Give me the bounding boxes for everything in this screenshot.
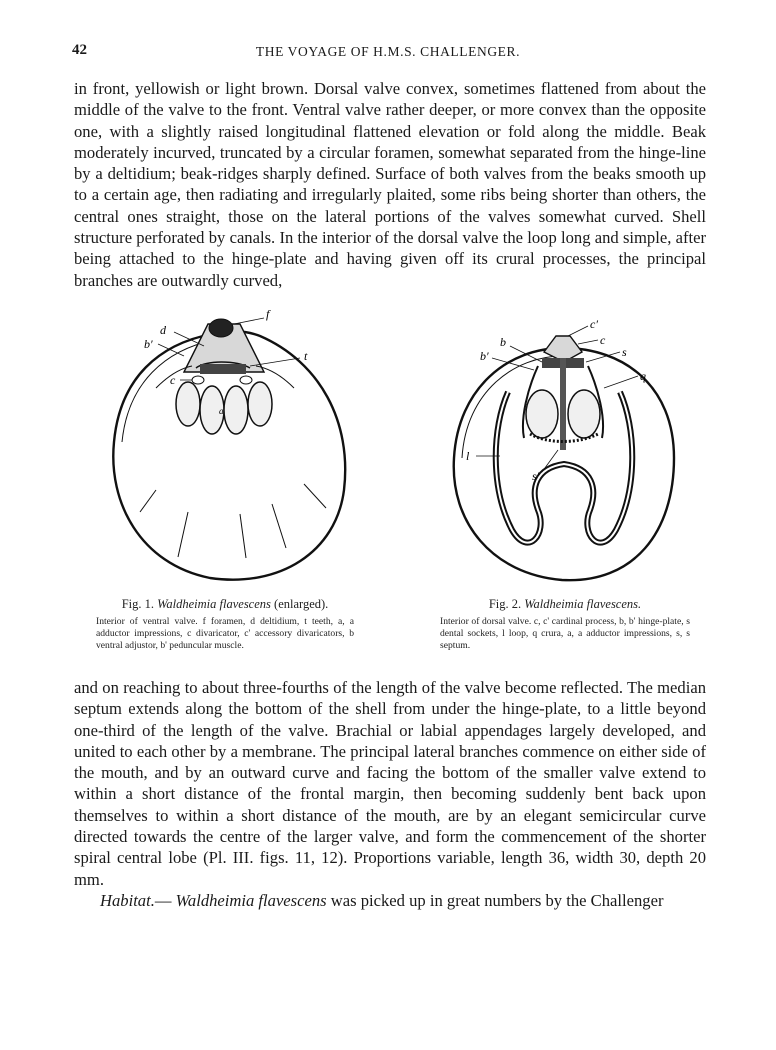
- adductor-impression-4: [248, 382, 272, 426]
- leader-q: [604, 376, 638, 388]
- paragraph-2: and on reaching to about three-fourths of the length of the valve become reflected. The median septum extends along the bottom of the shell from under the hinge-plate, to a little beyond one-third of the length of the valve. Brachial or labial appendages largely developed, and united to each other by a membrane. The principal lateral branches commence on either side of the mouth, and by an outward curve and facing the bottom of the smaller valve extend to within a short distance of the frontal margin, then becoming suddenly bent back upon themselves to within a short distance of the mouth, are by an elegant semicircular curve directed towards the centre of the larger valve, and form the commencement of the shorter spiral central lobe (Pl. III. figs. 11, 12). Proportions variable, length 36, width 30, depth 20 mm.: [74, 678, 706, 889]
- figure-1-label-c: c: [170, 373, 176, 387]
- dorsal-adductor-left: [526, 390, 558, 438]
- figure-2-label-s-prime: s′: [532, 469, 540, 483]
- figure-1-caption: [96, 597, 354, 652]
- dorsal-adductor-right: [568, 390, 600, 438]
- rib-line-4: [272, 504, 286, 548]
- figure-2-drawing: [438, 318, 688, 588]
- figure-2-title: [440, 597, 690, 612]
- figure-1-drawing: [100, 302, 370, 592]
- adductor-impression-1: [176, 382, 200, 426]
- habitat-paragraph: Habitat.— Waldheimia flavescens was picked up in great numbers by the Challenger: [100, 891, 664, 910]
- leader-f: [234, 318, 264, 324]
- figure-2-caption-text: Interior of dorsal valve. c, c' cardinal process, b, b' hinge-plate, s dental sockets, l loop, q crura, a, a adductor impressions, s, s septum.: [440, 616, 690, 651]
- figure-1-label-f: f: [266, 307, 270, 321]
- habitat-label: Habitat.: [100, 891, 155, 910]
- figure-1-caption-text: Interior of ventral valve. f foramen, d deltidium, t teeth, a, a adductor impressions, c divaricator, c' accessory divaricators, b ventral adjustor, b' peduncular muscle.: [96, 616, 354, 651]
- figure-2-title-prefix: Fig. 2.: [488, 597, 522, 611]
- figure-1-label-b-prime: b′: [144, 337, 153, 351]
- figure-2-label-q: q: [640, 369, 646, 383]
- figure-2-label-b: b: [500, 335, 506, 349]
- paragraph-1: in front, yellowish or light brown. Dorsal valve convex, sometimes flattened from about the middle of the valve to the front. Ventral valve rather deeper, or more convex than the opposite one, with a slightly raised longitudinal flattened elevation or fold along the middle. Beak moderately incurved, truncated by a circular foramen, somewhat separated from the hinge-line by a deltidium; beak-ridges sharply defined. Surface of both valves from the beaks smooth up to a certain age, then radiating and irregularly plaited, some ribs being shorter than others, the central ones straight, those on the lateral portions of the valves somewhat curved. Shell structure perforated by canals. In the interior of the dorsal valve the loop long and simple, after being attached to the hinge-plate and having given off its crural processes, the principal branches are outwardly curved,: [74, 79, 706, 290]
- figure-1-title-species: Waldheimia flavescens: [157, 597, 271, 611]
- divaricator-left: [192, 376, 204, 384]
- rib-line-5: [304, 484, 326, 508]
- leader-c-prime: [568, 326, 588, 336]
- hinge-plate: [200, 364, 246, 374]
- figure-2-label-s: s: [622, 345, 627, 359]
- foramen: [209, 319, 233, 337]
- habitat-text: was picked up in great numbers by the Challenger: [326, 891, 664, 910]
- rib-line-1: [140, 490, 156, 512]
- leader-c: [578, 340, 598, 344]
- divaricator-right: [240, 376, 252, 384]
- running-title: THE VOYAGE OF H.M.S. CHALLENGER.: [255, 44, 521, 59]
- figure-2-label-l: l: [466, 449, 470, 463]
- figure-2-label-c: c: [600, 333, 606, 347]
- adductor-impression-3: [224, 386, 248, 434]
- figure-2-label-b-prime: b′: [480, 349, 489, 363]
- figure-2-caption: [440, 597, 690, 652]
- figure-1-label-t: t: [304, 349, 308, 363]
- figure-2-title-species: Waldheimia flavescens.: [524, 597, 642, 611]
- figure-1-label-a: a: [219, 406, 224, 416]
- figure-1-label-d: d: [160, 323, 166, 337]
- rib-line-3: [240, 514, 246, 558]
- habitat-species: Waldheimia flavescens: [175, 891, 327, 910]
- figure-1-title-suffix: (enlarged).: [274, 597, 329, 611]
- figure-1-title-prefix: Fig. 1.: [121, 597, 155, 611]
- figure-2-label-c-prime: c′: [590, 318, 598, 331]
- page-number: 42: [72, 42, 87, 58]
- figure-1: [100, 302, 370, 592]
- figure-1-title: [96, 597, 354, 612]
- median-septum: [560, 358, 566, 450]
- rib-line-2: [178, 512, 188, 557]
- figure-2: [438, 318, 688, 588]
